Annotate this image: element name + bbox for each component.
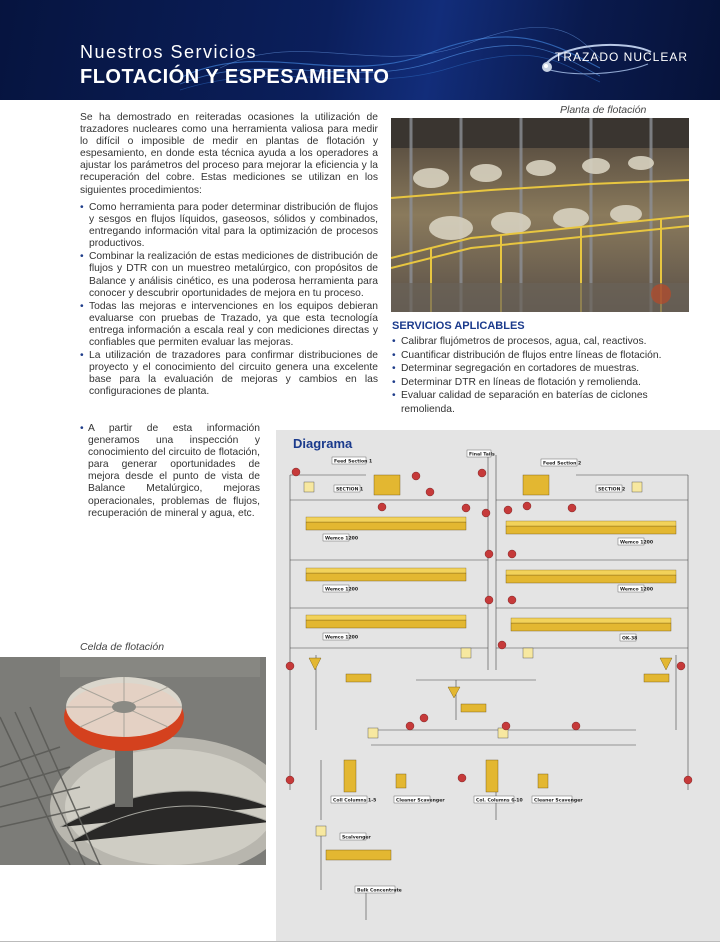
diagram-label-scav1: Cleaner Scavenger <box>396 798 445 804</box>
procedure-item: • Todas las mejoras e intervenciones en los equipos debieran evaluarse con pruebas de Trazado, ya que esta tecnología entrega información a escala real y con mediciones directas y confiables que permiten evaluar las mejoras. <box>80 301 378 349</box>
service-item: • Calibrar flujómetros de procesos, agua, cal, reactivos. <box>392 335 692 349</box>
procedure-item: • Combinar la realización de estas mediciones de distribución de flujos y DTR con un muestreo metalúrgico, con propósitos de Balance y análisis cinético, es una poderosa herramienta para conocer y descubrir oportunidades de mejora en tu proceso. <box>80 251 378 299</box>
procedure-item: • Como herramienta para poder determinar distribución de flujos y sesgos en flujos líquidos, gaseosos, sólidos y combinados, entregando información vital para la optimización de procesos productivos. <box>80 202 378 250</box>
diagram-label-col15: Coll Columns 1-5 <box>333 798 377 804</box>
flow-diagram-svg <box>276 430 720 942</box>
diagram-label-section1: SECTION 1 <box>336 487 364 493</box>
diagram-label-wemco2: Wemco 1200 <box>620 540 654 546</box>
header-subtitle: Nuestros Servicios <box>80 42 258 62</box>
diagram-label-col610: Col. Columns 6-10 <box>476 798 523 804</box>
flotation-diagram <box>276 430 720 942</box>
diagram-label-wemco5: Wemco 1200 <box>325 635 359 641</box>
plant-photo-caption: Planta de flotación <box>560 104 647 116</box>
diagram-label-wemco3: Wemco 1200 <box>325 587 359 593</box>
header-title: FLOTACIÓN Y ESPESAMIENTO <box>80 66 390 88</box>
diagram-label-wemco4: Wemco 1200 <box>620 587 654 593</box>
page-bottom-rule <box>0 941 720 942</box>
cell-photo <box>0 657 266 865</box>
services-title: SERVICIOS APLICABLES <box>392 320 525 332</box>
service-item: • Cuantificar distribución de flujos entre líneas de flotación. <box>392 349 692 363</box>
services-list <box>392 335 692 417</box>
plant-photo <box>391 118 689 312</box>
diagram-title: Diagrama <box>293 436 353 451</box>
company-logo <box>533 38 689 78</box>
diagram-label-scav2: Cleaner Scavenger <box>534 798 583 804</box>
diagram-label-bulk: Bulk Concentrate <box>357 888 402 894</box>
procedure-item: • La utilización de trazadores para confirmar distribuciones de proyecto y el conocimiento del circuito genera una excelente base para la evaluación de mejoras y cambios en las configuraciones de planta. <box>80 350 378 398</box>
service-item: • Determinar segregación en cortadores de muestras. <box>392 362 692 376</box>
procedure-item: • A partir de esta información generamos una inspección y conocimiento del circuito de flotación, para generar oportunidades de mejora desde el punto de vista de Balance Metalúrgico, mejoras operacionales, problemas de flujos, recuperación de mineral y agua, etc. <box>80 423 260 520</box>
service-item: • Determinar DTR en líneas de flotación y remolienda. <box>392 376 692 390</box>
diagram-label-wemco1: Wemco 1200 <box>325 536 359 542</box>
diagram-label-rougher: Scalvenger <box>342 835 371 841</box>
intro-paragraph: Se ha demostrado en reiteradas ocasiones la utilización de trazadores nucleares como una herramienta valiosa para medir lo difícil o imposible de medir en plantas de flotación y espesamiento, en donde esta técnica ayuda a los operadores a ajustar los parámetros del proceso para mejorar la eficiencia y la recuperación del cobre. Estas mediciones se utilizan en los siguientes procedimientos: <box>80 112 378 196</box>
diagram-label-section2: SECTION 2 <box>598 487 626 493</box>
service-item: • Evaluar calidad de separación en baterías de ciclones remolienda. <box>392 389 692 416</box>
header-banner <box>0 0 720 100</box>
procedures-list <box>80 202 378 400</box>
diagram-label-feed2: Feed Section 2 <box>543 461 582 467</box>
diagram-label-final-tails: Final Tails <box>469 452 495 458</box>
logo-text: TRAZADO NUCLEAR <box>555 50 689 64</box>
diagram-label-feed1: Feed Section 1 <box>334 459 373 465</box>
cell-photo-caption: Celda de flotación <box>80 641 165 653</box>
diagram-label-ok38: OK-38 <box>622 636 638 642</box>
